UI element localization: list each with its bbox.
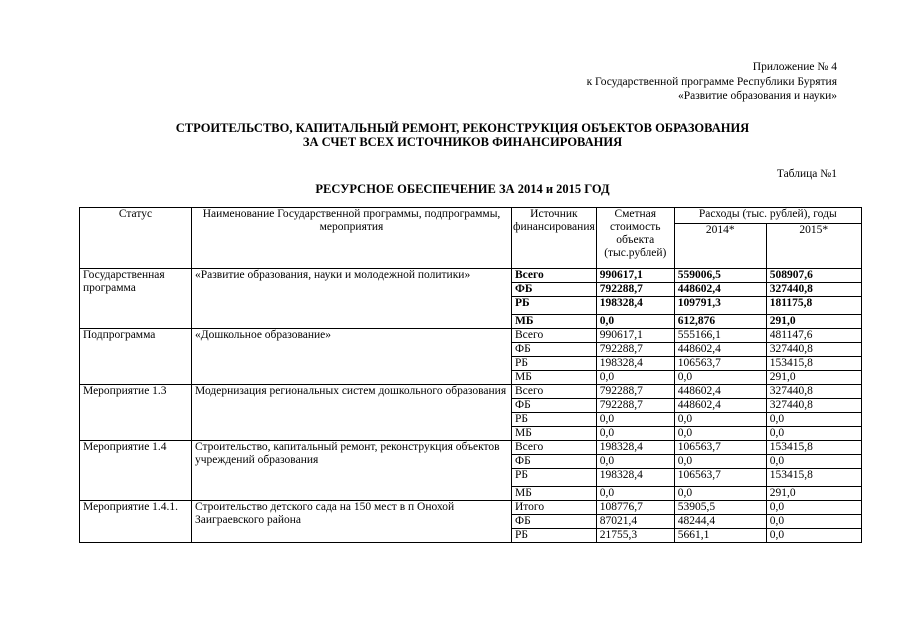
cell-estimate: 990617,1 bbox=[596, 329, 674, 343]
appendix-line-1: Приложение № 4 bbox=[752, 61, 837, 73]
cell-estimate: 21755,3 bbox=[596, 529, 674, 543]
cell-estimate: 792288,7 bbox=[596, 399, 674, 413]
document-title bbox=[0, 121, 905, 149]
cell-2014: 448602,4 bbox=[674, 283, 766, 297]
cell-status: Мероприятие 1.3 bbox=[80, 385, 192, 441]
cell-2014: 0,0 bbox=[674, 427, 766, 441]
cell-estimate: 198328,4 bbox=[596, 469, 674, 487]
header-status: Статус bbox=[80, 208, 192, 269]
cell-source: ФБ bbox=[512, 343, 597, 357]
cell-2014: 448602,4 bbox=[674, 343, 766, 357]
cell-estimate: 792288,7 bbox=[596, 283, 674, 297]
cell-2014: 448602,4 bbox=[674, 399, 766, 413]
cell-source: ФБ bbox=[512, 515, 597, 529]
header-year-2014: 2014* bbox=[674, 224, 766, 269]
cell-source: Всего bbox=[512, 329, 597, 343]
cell-2015: 481147,6 bbox=[766, 329, 861, 343]
table-row bbox=[80, 329, 862, 343]
cell-2015: 0,0 bbox=[766, 427, 861, 441]
header-name: Наименование Государственной программы, подпрограммы, мероприятия bbox=[192, 208, 512, 269]
cell-2014: 0,0 bbox=[674, 413, 766, 427]
cell-2015: 327440,8 bbox=[766, 399, 861, 413]
appendix-note bbox=[587, 60, 837, 104]
cell-estimate: 0,0 bbox=[596, 371, 674, 385]
cell-2015: 0,0 bbox=[766, 515, 861, 529]
cell-2015: 181175,8 bbox=[766, 297, 861, 315]
cell-2014: 5661,1 bbox=[674, 529, 766, 543]
cell-2014: 0,0 bbox=[674, 487, 766, 501]
cell-source: Всего bbox=[512, 385, 597, 399]
cell-2015: 327440,8 bbox=[766, 283, 861, 297]
cell-2014: 106563,7 bbox=[674, 441, 766, 455]
cell-source: ФБ bbox=[512, 455, 597, 469]
resource-table bbox=[79, 207, 862, 543]
cell-2015: 153415,8 bbox=[766, 469, 861, 487]
cell-2014: 555166,1 bbox=[674, 329, 766, 343]
appendix-line-2: к Государственной программе Республики Бурятия bbox=[586, 75, 837, 88]
cell-status: Мероприятие 1.4.1. bbox=[80, 501, 192, 543]
cell-2014: 559006,5 bbox=[674, 269, 766, 283]
cell-2014: 53905,5 bbox=[674, 501, 766, 515]
resource-title: РЕСУРСНОЕ ОБЕСПЕЧЕНИЕ ЗА 2014 и 2015 ГОД bbox=[315, 182, 610, 196]
cell-source: МБ bbox=[512, 371, 597, 385]
cell-2014: 106563,7 bbox=[674, 357, 766, 371]
cell-2014: 0,0 bbox=[674, 371, 766, 385]
cell-status: Мероприятие 1.4 bbox=[80, 441, 192, 501]
cell-2014: 0,0 bbox=[674, 455, 766, 469]
cell-2015: 0,0 bbox=[766, 529, 861, 543]
cell-2015: 0,0 bbox=[766, 413, 861, 427]
cell-source: ФБ bbox=[512, 283, 597, 297]
cell-source: РБ bbox=[512, 469, 597, 487]
title-line-1: СТРОИТЕЛЬСТВО, КАПИТАЛЬНЫЙ РЕМОНТ, РЕКОНСТРУКЦИЯ ОБЪЕКТОВ ОБРАЗОВАНИЯ bbox=[175, 121, 750, 135]
cell-estimate: 792288,7 bbox=[596, 343, 674, 357]
table-row bbox=[80, 385, 862, 399]
table-body bbox=[80, 269, 862, 543]
cell-source: ФБ bbox=[512, 399, 597, 413]
cell-estimate: 0,0 bbox=[596, 487, 674, 501]
cell-2014: 106563,7 bbox=[674, 469, 766, 487]
cell-estimate: 0,0 bbox=[596, 427, 674, 441]
cell-source: РБ bbox=[512, 297, 597, 315]
cell-2015: 291,0 bbox=[766, 487, 861, 501]
cell-2014: 448602,4 bbox=[674, 385, 766, 399]
cell-2014: 109791,3 bbox=[674, 297, 766, 315]
cell-2015: 508907,6 bbox=[766, 269, 861, 283]
cell-2015: 327440,8 bbox=[766, 343, 861, 357]
cell-status: Подпрограмма bbox=[80, 329, 192, 385]
cell-estimate: 990617,1 bbox=[596, 269, 674, 283]
cell-name: «Дошкольное образование» bbox=[192, 329, 512, 385]
cell-source: РБ bbox=[512, 529, 597, 543]
cell-estimate: 198328,4 bbox=[596, 357, 674, 371]
cell-name: «Развитие образования, науки и молодежной политики» bbox=[192, 269, 512, 329]
cell-name: Строительство, капитальный ремонт, реконструкция объектов учреждений образования bbox=[192, 441, 512, 501]
cell-2015: 291,0 bbox=[766, 315, 861, 329]
cell-estimate: 0,0 bbox=[596, 315, 674, 329]
cell-source: МБ bbox=[512, 427, 597, 441]
cell-2015: 153415,8 bbox=[766, 441, 861, 455]
cell-estimate: 792288,7 bbox=[596, 385, 674, 399]
cell-2015: 153415,8 bbox=[766, 357, 861, 371]
cell-source: Всего bbox=[512, 441, 597, 455]
cell-source: МБ bbox=[512, 315, 597, 329]
cell-estimate: 0,0 bbox=[596, 455, 674, 469]
table-row bbox=[80, 501, 862, 515]
cell-status: Государственная программа bbox=[80, 269, 192, 329]
cell-estimate: 198328,4 bbox=[596, 441, 674, 455]
cell-estimate: 0,0 bbox=[596, 413, 674, 427]
cell-estimate: 87021,4 bbox=[596, 515, 674, 529]
cell-2015: 0,0 bbox=[766, 501, 861, 515]
table-row bbox=[80, 269, 862, 283]
cell-source: МБ bbox=[512, 487, 597, 501]
header-year-2015: 2015* bbox=[766, 224, 861, 269]
cell-2015: 327440,8 bbox=[766, 385, 861, 399]
header-source: Источник финансирования bbox=[512, 208, 597, 269]
cell-source: РБ bbox=[512, 413, 597, 427]
appendix-line-3: «Развитие образования и науки» bbox=[677, 90, 837, 102]
title-line-2: ЗА СЧЕТ ВСЕХ ИСТОЧНИКОВ ФИНАНСИРОВАНИЯ bbox=[302, 135, 623, 149]
cell-2014: 612,876 bbox=[674, 315, 766, 329]
cell-name: Строительство детского сада на 150 мест в п Онохой Заиграевского района bbox=[192, 501, 512, 543]
cell-estimate: 108776,7 bbox=[596, 501, 674, 515]
table-row bbox=[80, 441, 862, 455]
table-number: Таблица №1 bbox=[776, 168, 837, 180]
cell-2014: 48244,4 bbox=[674, 515, 766, 529]
cell-estimate: 198328,4 bbox=[596, 297, 674, 315]
cell-2015: 291,0 bbox=[766, 371, 861, 385]
header-expenses: Расходы (тыс. рублей), годы bbox=[674, 208, 861, 224]
cell-source: Итого bbox=[512, 501, 597, 515]
cell-2015: 0,0 bbox=[766, 455, 861, 469]
cell-source: РБ bbox=[512, 357, 597, 371]
cell-source: Всего bbox=[512, 269, 597, 283]
cell-name: Модернизация региональных систем дошкольного образования bbox=[192, 385, 512, 441]
header-estimate: Сметная стоимость объекта (тыс.рублей) bbox=[596, 208, 674, 269]
